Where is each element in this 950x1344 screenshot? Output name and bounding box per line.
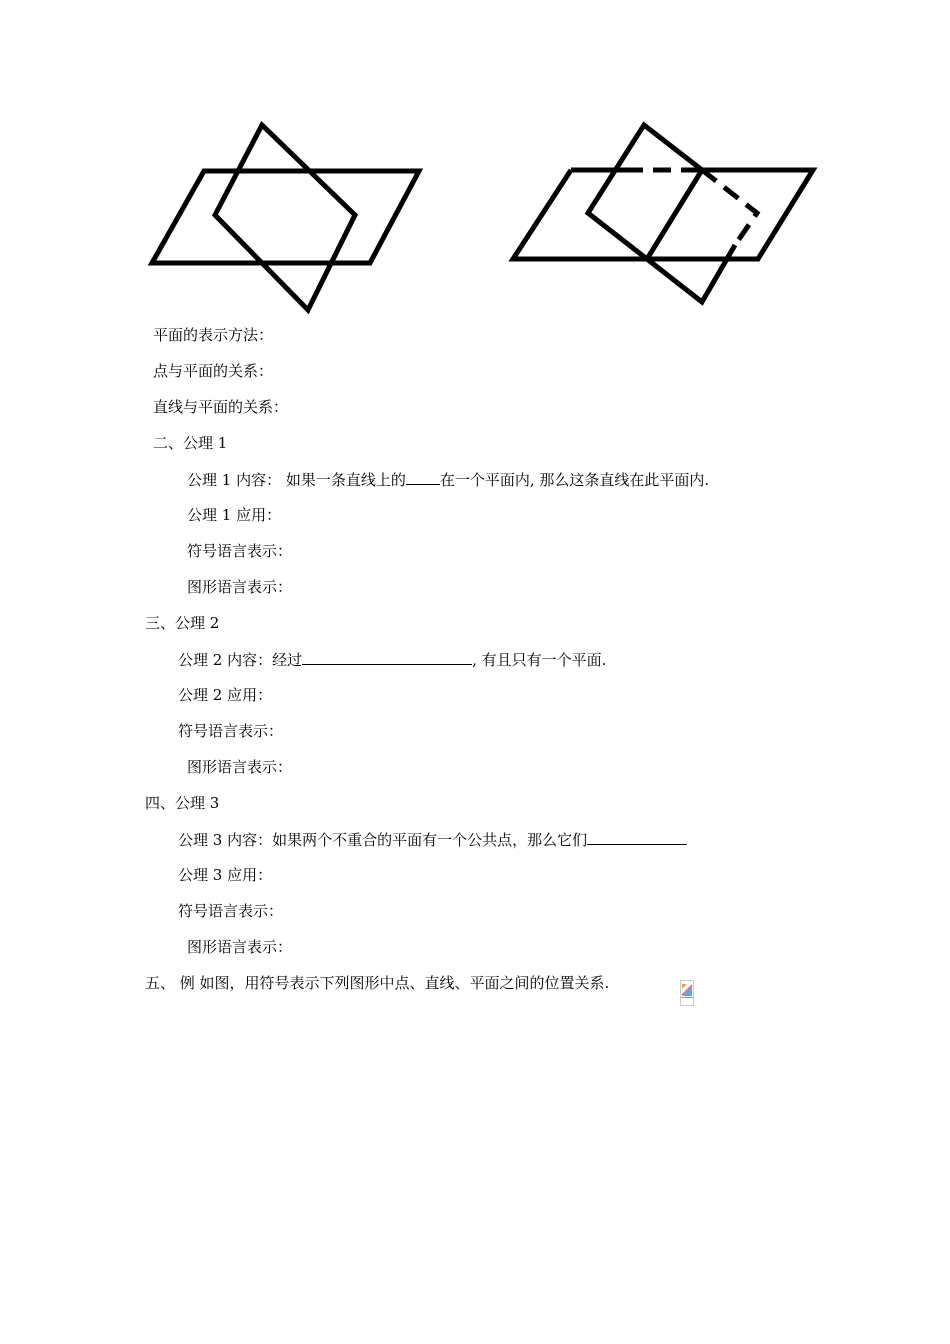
line-plane-notation: 平面的表示方法： [153, 326, 274, 344]
section-heading-axiom3: 四、公理 3 [145, 794, 220, 812]
axiom3-figure-language: 图形语言表示： [187, 938, 293, 956]
line-point-plane-relation: 点与平面的关系： [153, 362, 274, 380]
tilted-plane-upper-edges [588, 125, 702, 259]
horizontal-plane [152, 171, 419, 263]
axiom2-application: 公理 2 应用： [178, 686, 273, 704]
axiom3-content [178, 830, 687, 849]
section-heading-example: 五、 例 如图，用符号表示下列图形中点、直线、平面之间的位置关系. [145, 974, 610, 992]
axiom3-application: 公理 3 应用： [178, 866, 273, 884]
axiom1-blank [406, 470, 440, 485]
tilted-plane-hidden-edges [702, 170, 757, 245]
axiom2-content-pre: 公理 2 内容：经过 [178, 651, 303, 669]
section-heading-axiom1: 二、公理 1 [153, 434, 228, 452]
axiom2-blank [302, 650, 472, 665]
axiom3-symbol-language: 符号语言表示： [178, 902, 284, 920]
tilted-plane-lower-edges [647, 170, 735, 302]
line-line-plane-relation: 直线与平面的关系： [153, 398, 289, 416]
axiom1-content-post: 在一个平面内, 那么这条直线在此平面内. [439, 471, 710, 489]
tilted-plane [215, 125, 355, 310]
figure-intersecting-planes-solid [140, 115, 440, 320]
axiom2-symbol-language: 符号语言表示： [178, 722, 284, 740]
section-heading-axiom2: 三、公理 2 [145, 614, 220, 632]
figure-intersecting-planes-dashed [505, 115, 825, 310]
horizontal-plane-visible-edges [513, 170, 813, 259]
axiom1-figure-language: 图形语言表示： [187, 578, 293, 596]
axiom1-application: 公理 1 应用： [187, 506, 282, 524]
axiom3-content-pre: 公理 3 内容：如果两个不重合的平面有一个公共点，那么它们 [178, 831, 588, 849]
axiom1-content-pre: 公理 1 内容： 如果一条直线上的 [187, 471, 406, 489]
axiom1-content [187, 470, 709, 489]
axiom2-content-post: , 有且只有一个平面. [472, 651, 607, 669]
axiom2-content [178, 650, 606, 669]
axiom1-symbol-language: 符号语言表示： [187, 542, 293, 560]
axiom3-blank [587, 830, 687, 845]
broken-image-icon [680, 980, 694, 1006]
axiom2-figure-language: 图形语言表示： [187, 758, 293, 776]
